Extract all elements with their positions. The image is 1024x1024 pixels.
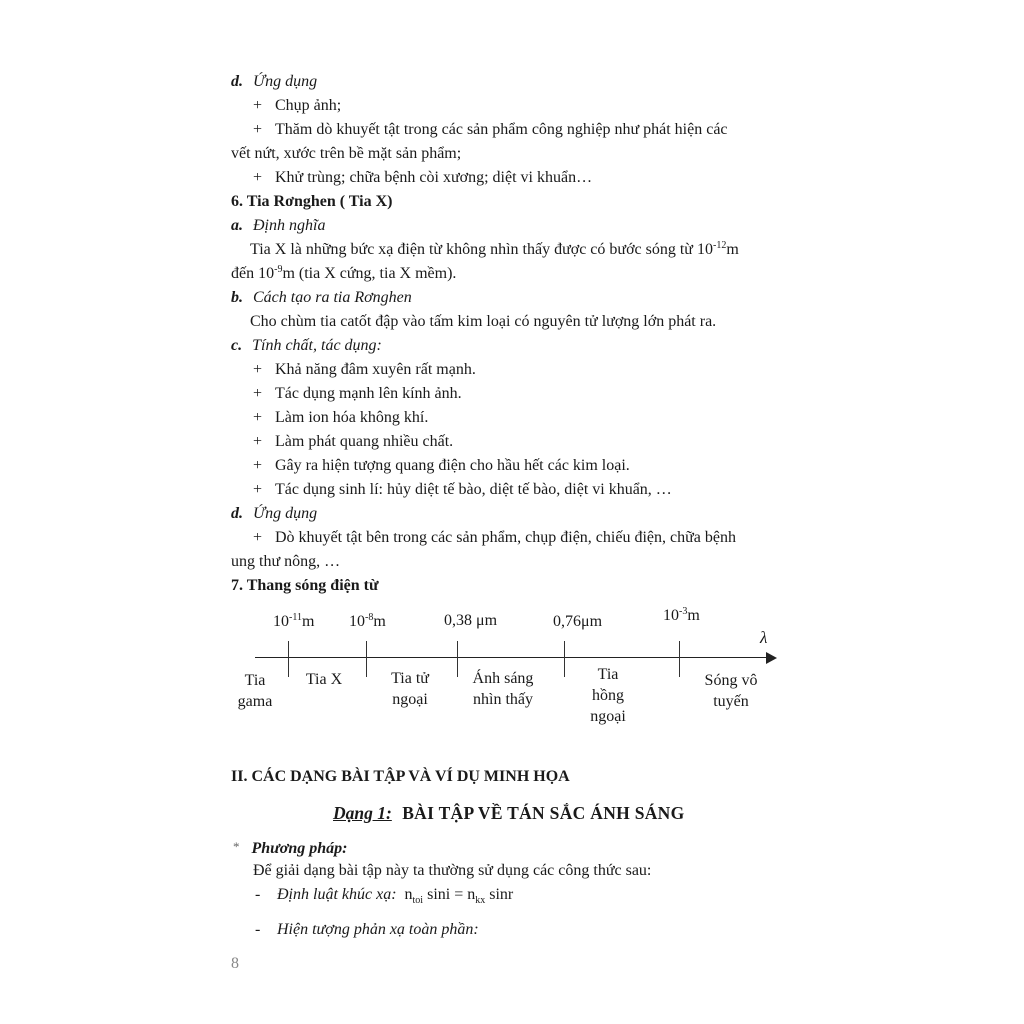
- method-intro: Để giải dạng bài tập này ta thường sử dụng các công thức sau:: [253, 862, 652, 879]
- section-title: Tính chất, tác dụng:: [252, 337, 382, 354]
- list-item: + Tác dụng sinh lí: hủy diệt tế bào, diệt tế bào, diệt vi khuẩn, …: [253, 481, 672, 498]
- section-title: Ứng dụng: [253, 73, 318, 90]
- dash-bullet: -: [255, 886, 261, 903]
- region-label: Sóng vô tuyến: [704, 672, 758, 710]
- axis-arrow-icon: [766, 652, 777, 664]
- dash-bullet: -: [255, 921, 261, 938]
- section-title: Cách tạo ra tia Rơnghen: [253, 289, 412, 306]
- list-item: + Khả năng đâm xuyên rất mạnh.: [253, 361, 476, 378]
- section-letter: c.: [231, 337, 243, 354]
- axis-tick: [564, 641, 565, 677]
- list-item: [253, 120, 728, 140]
- definition-line-2: đến $10^{-9}m$ (tia X cứng, tia X mềm).: [231, 264, 457, 282]
- list-item: [253, 96, 341, 116]
- axis-tick: [366, 641, 367, 677]
- list-item-continuation: vết nứt, xước trên bề mặt sản phẩm;: [231, 145, 462, 162]
- list-item-text: Chụp ảnh;: [275, 97, 342, 114]
- section-title: Ứng dụng: [253, 505, 318, 522]
- list-item-text: Khử trùng; chữa bệnh còi xương; diệt vi khuẩn…: [275, 169, 593, 186]
- section-b-heading: [231, 288, 412, 308]
- section-letter: a.: [231, 217, 243, 234]
- tick-label: 0,38 μm: [444, 612, 498, 629]
- wavelength-axis: [255, 657, 770, 658]
- section-d2-heading: [231, 504, 317, 524]
- heading-II: II. CÁC DẠNG BÀI TẬP VÀ VÍ DỤ MINH HỌA: [231, 768, 570, 785]
- section-a-heading: [231, 216, 325, 236]
- region-label: Tia gama: [237, 672, 273, 710]
- dang1-heading: [333, 803, 685, 823]
- list-item: + Làm ion hóa không khí.: [253, 409, 429, 426]
- dang1-title: BÀI TẬP VỀ TÁN SẮC ÁNH SÁNG: [402, 803, 685, 823]
- region-label: Ánh sáng nhìn thấy: [472, 670, 534, 708]
- list-item: + Làm phát quang nhiều chất.: [253, 433, 454, 450]
- axis-tick: [679, 641, 680, 677]
- section-d-heading: [231, 72, 317, 92]
- lambda-symbol: λ: [760, 628, 768, 647]
- region-label: Tia hồng ngoại: [590, 666, 626, 725]
- region-label: Tia tử ngoại: [391, 670, 429, 708]
- axis-tick: [457, 641, 458, 677]
- method-title: Phương pháp:: [251, 840, 348, 857]
- method-heading: [233, 837, 347, 859]
- tick-label: 0,76μm: [553, 613, 603, 630]
- tick-label: $10^{-3}m$: [663, 606, 700, 624]
- heading-7: 7. Thang sóng điện từ: [231, 577, 379, 594]
- list-item: + Gây ra hiện tượng quang điện cho hầu hết các kim loại.: [253, 457, 630, 474]
- bullet: +: [253, 121, 263, 138]
- heading-6: 6. Tia Rơnghen ( Tia X): [231, 193, 393, 210]
- star-bullet: *: [233, 839, 240, 854]
- bullet: +: [253, 169, 263, 186]
- definition-line-1: Tia X là những bức xạ điện từ không nhìn thấy được có bước sóng từ $10^{-12}m$: [250, 240, 739, 258]
- list-item: + Tác dụng mạnh lên kính ảnh.: [253, 385, 462, 402]
- creation-text: Cho chùm tia catốt đập vào tấm kim loại có nguyên tử lượng lớn phát ra.: [250, 313, 717, 330]
- list-item: [253, 168, 592, 188]
- section-letter: d.: [231, 505, 243, 522]
- dang1-label: Dạng 1:: [333, 803, 392, 823]
- list-item-continuation: ung thư nông, …: [231, 553, 341, 570]
- section-letter: d.: [231, 73, 243, 90]
- section-c-heading: [231, 336, 382, 356]
- law-label: Định luật khúc xạ:: [277, 886, 397, 903]
- formula-line: - Định luật khúc xạ: $n_{toi}$ $\sin i = n_{kx}$ sinr: [255, 886, 514, 906]
- region-label: Tia X: [305, 671, 343, 688]
- bullet: +: [253, 97, 263, 114]
- tick-label: $10^{-11}m$: [273, 612, 315, 630]
- page-number: 8: [231, 955, 239, 972]
- reflection-line: - Hiện tượng phản xạ toàn phần:: [255, 921, 479, 938]
- axis-tick: [288, 641, 289, 677]
- list-item-text: Thăm dò khuyết tật trong các sản phẩm công nghiệp như phát hiện các: [275, 121, 728, 138]
- section-letter: b.: [231, 289, 243, 306]
- list-item: + Dò khuyết tật bên trong các sản phẩm, chụp điện, chiếu điện, chữa bệnh: [253, 529, 736, 546]
- tick-label: $10^{-8}m$: [349, 612, 386, 630]
- section-title: Định nghĩa: [253, 217, 326, 234]
